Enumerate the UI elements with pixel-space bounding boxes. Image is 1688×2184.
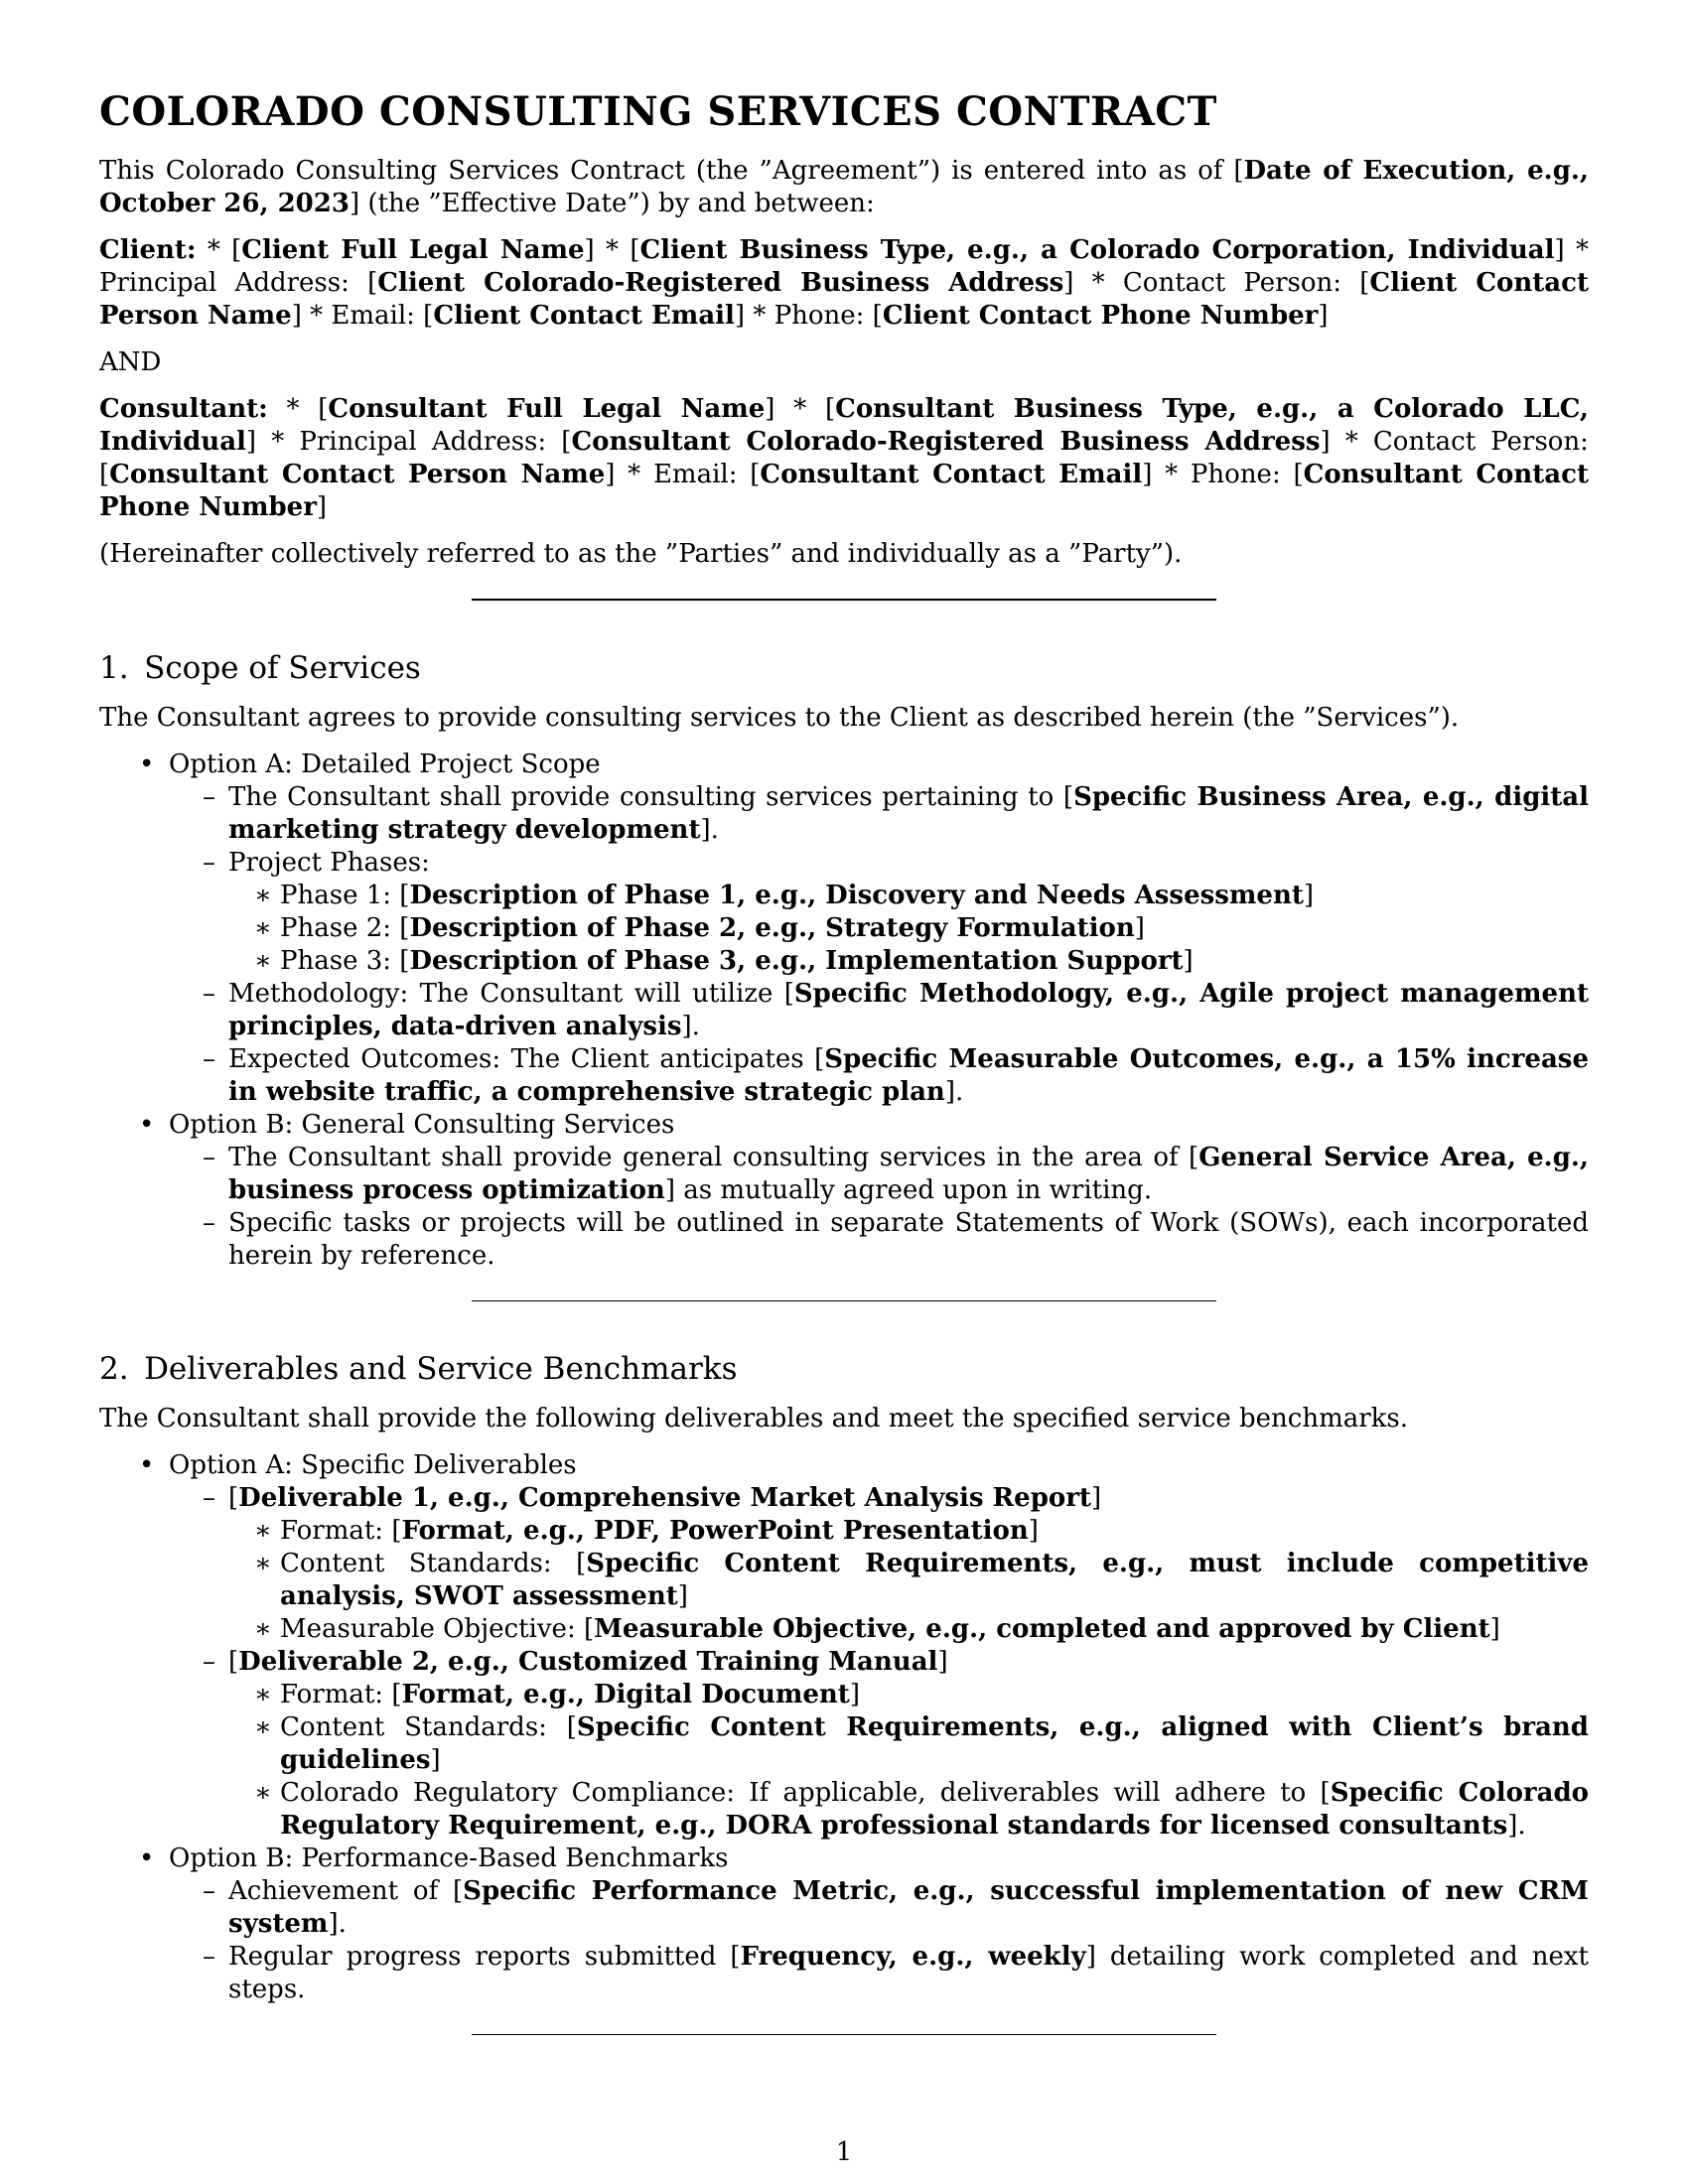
dash-icon: – [203,782,215,812]
text: ] [1183,946,1194,976]
intro-text: This Colorado Consulting Services Contract (the ”Agreement”) is entered into as of [ [99,156,1244,186]
consultant-name: Consultant Full Legal Name [328,394,766,424]
list-item [228,912,1589,945]
format-placeholder: Format, e.g., PDF, PowerPoint Presentation [401,1516,1029,1546]
dash-icon: – [203,1208,215,1238]
option-label: Option B: Performance-Based Benchmarks [169,1843,729,1873]
dash-icon: – [203,1143,215,1172]
text: ] detailing work completed and next steps. [228,1942,1589,2004]
dash-icon: – [203,1483,215,1513]
list-item: – [Deliverable 2, e.g., Customized Training Manual] ∗ Format: [Format, e.g., Digital Document] ∗ Content Standards: [Specific Content Requirements, e.g., aligned with Client’s brand guidelines] ∗ Colorado Regulatory Compliance: If applicable, deliverables will adhere to [Specific Colorado Regulatory Requirement, e.g., DORA professional standards for licensed consultants]. [203,1647,1590,1841]
list-item [99,749,1589,1109]
consultant-address-label: Principal Address: [299,427,547,457]
section-heading: 1. Scope of Services [99,650,421,686]
dash-icon: – [203,1876,215,1906]
asterisk-icon: ∗ [254,881,272,910]
section-divider [472,599,1216,601]
deliverable-2-placeholder: Deliverable 2, e.g., Customized Training Manual [238,1647,938,1677]
deliverable-detail-list [228,1679,1589,1843]
asterisk-icon: ∗ [254,1516,272,1546]
list-item [169,1142,1589,1207]
list-item [99,1449,1589,1843]
list-item [169,1875,1589,1941]
text: Phase 1: [ [280,881,410,910]
consultant-email: Consultant Contact Email [760,460,1143,489]
text: Colorado Regulatory Compliance: If applicable, deliverables will adhere to [ [280,1778,1331,1808]
text: ]. [700,815,719,845]
text: Content Standards: [ [280,1712,577,1742]
asterisk-icon: ∗ [254,946,272,976]
client-address: Client Colorado-Registered Business Address [377,268,1064,298]
list-item [99,1109,1589,1273]
option-list [99,1449,1589,2006]
option-label: Option A: Detailed Project Scope [169,750,601,779]
asterisk-icon: ∗ [254,1549,272,1578]
page-title: COLORADO CONSULTING SERVICES CONTRACT [99,88,1217,135]
text: ] [1303,881,1315,910]
client-email: Client Contact Email [433,301,735,331]
text: ]. [1507,1811,1526,1841]
list-item [169,1207,1589,1273]
text: ]. [944,1077,964,1107]
business-area-placeholder: Specific Business Area, e.g., digital marketing strategy development [228,782,1590,845]
text: ] as mutually agreed upon in writing. [664,1175,1153,1205]
objective-placeholder: Measurable Objective, e.g., completed and approved by Client [594,1614,1490,1644]
bullet-icon: • [139,1843,155,1873]
phase-list [228,880,1589,978]
text: Format: [ [280,1516,402,1546]
service-area-placeholder: General Service Area, e.g., business process optimization [228,1143,1589,1205]
content-placeholder: Specific Content Requirements, e.g., must include competitive analysis, SWOT assessment [280,1549,1589,1611]
consultant-contact-label: Contact Person: [1372,427,1589,457]
option-list [99,749,1589,1273]
contract-page [99,79,1589,2083]
intro-paragraph [99,155,1589,220]
dash-icon: – [203,1942,215,1972]
bullet-icon: • [139,1450,155,1480]
frequency-placeholder: Frequency, e.g., weekly [740,1942,1086,1972]
sub-list [169,1875,1589,2006]
page-number: 1 [835,2137,853,2167]
asterisk-icon: ∗ [254,1614,272,1644]
methodology-placeholder: Specific Methodology, e.g., Agile project management principles, data-driven analysis [228,979,1589,1041]
asterisk-icon: ∗ [254,1680,272,1709]
section-intro: The Consultant shall provide the following deliverables and meet the specified service benchmarks. [99,1404,1409,1433]
list-item [169,781,1589,847]
list-item: ∗ Format: [Format, e.g., Digital Document] [254,1680,860,1709]
consultant-phone-label: Phone: [1190,460,1281,489]
client-address-label: Principal Address: [99,268,350,298]
parties-definition: (Hereinafter collectively referred to as the ”Parties” and individually as a ”Party”). [99,539,1183,569]
phase-3-placeholder: Description of Phase 3, e.g., Implementation Support [409,946,1184,976]
phase-1-placeholder: Description of Phase 1, e.g., Discovery and Needs Assessment [409,881,1304,910]
text: Achievement of [ [228,1876,464,1906]
text: ]. [328,1909,347,1939]
list-item: ∗ Measurable Objective: [Measurable Objective, e.g., completed and approved by Client] [254,1614,1500,1644]
text: The Consultant shall provide general consulting services in the area of [ [228,1143,1199,1172]
consultant-phone: Consultant Contact Phone Number [99,460,1589,522]
consultant-block: Consultant: * [Consultant Full Legal Name] * [Consultant Business Type, e.g., a Colorado LLC, Individual] * Principal Address: [Consultant Colorado-Registered Business Address] * Contact Person: [Consultant Contact Person Name] * Email: [Consultant Contact Email] * Phone: [Consultant Contact Phone Number] [99,394,1589,522]
effective-date-placeholder: Date of Execution, e.g., October 26, 2023 [99,156,1589,218]
section-intro: The Consultant agrees to provide consulting services to the Client as described herein (the ”Services”). [99,703,1460,733]
client-phone-label: Phone: [774,301,865,331]
list-item: ∗ Content Standards: [Specific Content Requirements, e.g., aligned with Client’s brand guidelines] [254,1712,1589,1775]
list-item [228,880,1589,912]
sub-list [169,781,1589,1109]
and-separator: AND [99,347,162,377]
performance-metric-placeholder: Specific Performance Metric, e.g., successful implementation of new CRM system [228,1876,1589,1939]
bullet-icon: • [139,750,155,779]
list-item [169,847,1589,978]
client-contact: Client Contact Person Name [99,268,1589,331]
text: Regular progress reports submitted [ [228,1942,741,1972]
option-label: Option B: General Consulting Services [169,1110,675,1140]
section-heading: 2. Deliverables and Service Benchmarks [99,1351,738,1387]
text: Phase 2: [ [280,913,410,943]
text: ] [1134,913,1145,943]
list-item [99,1843,1589,2006]
text: Content Standards: [ [280,1549,587,1578]
list-item [169,1941,1589,2006]
client-block: Client: * [Client Full Legal Name] * [Client Business Type, e.g., a Colorado Corporation, Individual] * Principal Address: [Client Colorado-Registered Business Address] * Contact Person: [Client Contact Person Name] * Email: [Client Contact Email] * Phone: [Client Contact Phone Number] [99,235,1589,331]
consultant-email-label: Email: [652,460,738,489]
text: Expected Outcomes: The Client anticipates [ [228,1044,825,1074]
text: Phase 3: [ [280,946,410,976]
list-item: ∗ Content Standards: [Specific Content Requirements, e.g., must include competitive analysis, SWOT assessment] [254,1549,1589,1611]
asterisk-icon: ∗ [254,1778,272,1808]
dash-icon: – [203,1044,215,1074]
text: Methodology: The Consultant will utilize [ [228,979,794,1009]
format-placeholder: Format, e.g., Digital Document [401,1680,850,1709]
dash-icon: – [203,979,215,1009]
list-item [228,1777,1589,1843]
section-scope-of-services [99,648,1589,1273]
outcomes-placeholder: Specific Measurable Outcomes, e.g., a 15% increase in website traffic, a comprehensive strategic plan [228,1044,1589,1107]
option-label: Option A: Specific Deliverables [169,1450,577,1480]
asterisk-icon: ∗ [254,913,272,943]
section-divider [472,1300,1216,1301]
deliverable-1-placeholder: Deliverable 1, e.g., Comprehensive Market Analysis Report [238,1483,1091,1513]
client-phone: Client Contact Phone Number [882,301,1319,331]
list-item [228,945,1589,978]
bullet-icon: • [139,1110,155,1140]
text: ]. [681,1012,700,1041]
text: Format: [ [280,1680,402,1709]
deliverable-detail-list [228,1515,1589,1646]
text: Measurable Objective: [ [280,1614,595,1644]
list-item [169,978,1589,1043]
dash-icon: – [203,1647,215,1677]
list-item: ∗ Format: [Format, e.g., PDF, PowerPoint Presentation] [254,1516,1039,1546]
content-placeholder: Specific Content Requirements, e.g., aligned with Client’s brand guidelines [280,1712,1589,1775]
client-label: Client: [99,235,197,265]
asterisk-icon: ∗ [254,1712,272,1742]
sub-list [169,1482,1589,1843]
intro-text-end: ] (the ”Effective Date”) by and between: [349,189,875,218]
dash-icon: – [203,848,215,878]
sub-list [169,1142,1589,1273]
phase-2-placeholder: Description of Phase 2, e.g., Strategy Formulation [409,913,1135,943]
consultant-type: Consultant Business Type, e.g., a Colorado LLC, Individual [99,394,1589,457]
consultant-address: Consultant Colorado-Registered Business Address [571,427,1321,457]
list-item [169,1043,1589,1109]
client-contact-label: Contact Person: [1122,268,1342,298]
consultant-contact: Consultant Contact Person Name [109,460,606,489]
text: Specific tasks or projects will be outlined in separate Statements of Work (SOWs), each incorporated herein by reference. [228,1208,1589,1271]
text: The Consultant shall provide consulting services pertaining to [ [228,782,1074,812]
regulatory-placeholder: Specific Colorado Regulatory Requirement, e.g., DORA professional standards for licensed consultants [280,1778,1590,1841]
client-type: Client Business Type, e.g., a Colorado Corporation, Individual [639,235,1555,265]
client-email-label: Email: [331,301,415,331]
client-name: Client Full Legal Name [241,235,585,265]
text: Project Phases: [228,848,430,878]
section-divider [472,2034,1216,2035]
consultant-label: Consultant: [99,394,268,424]
section-deliverables [99,1349,1589,2006]
list-item: – [Deliverable 1, e.g., Comprehensive Market Analysis Report] ∗ Format: [Format, e.g., PDF, PowerPoint Presentation] ∗ Content Standards: [Specific Content Requirements, e.g., must include competitive analysis, SWOT assessment] ∗ Measurable Objective: [Measurable Objective, e.g., completed and approved by Client] [203,1483,1589,1644]
